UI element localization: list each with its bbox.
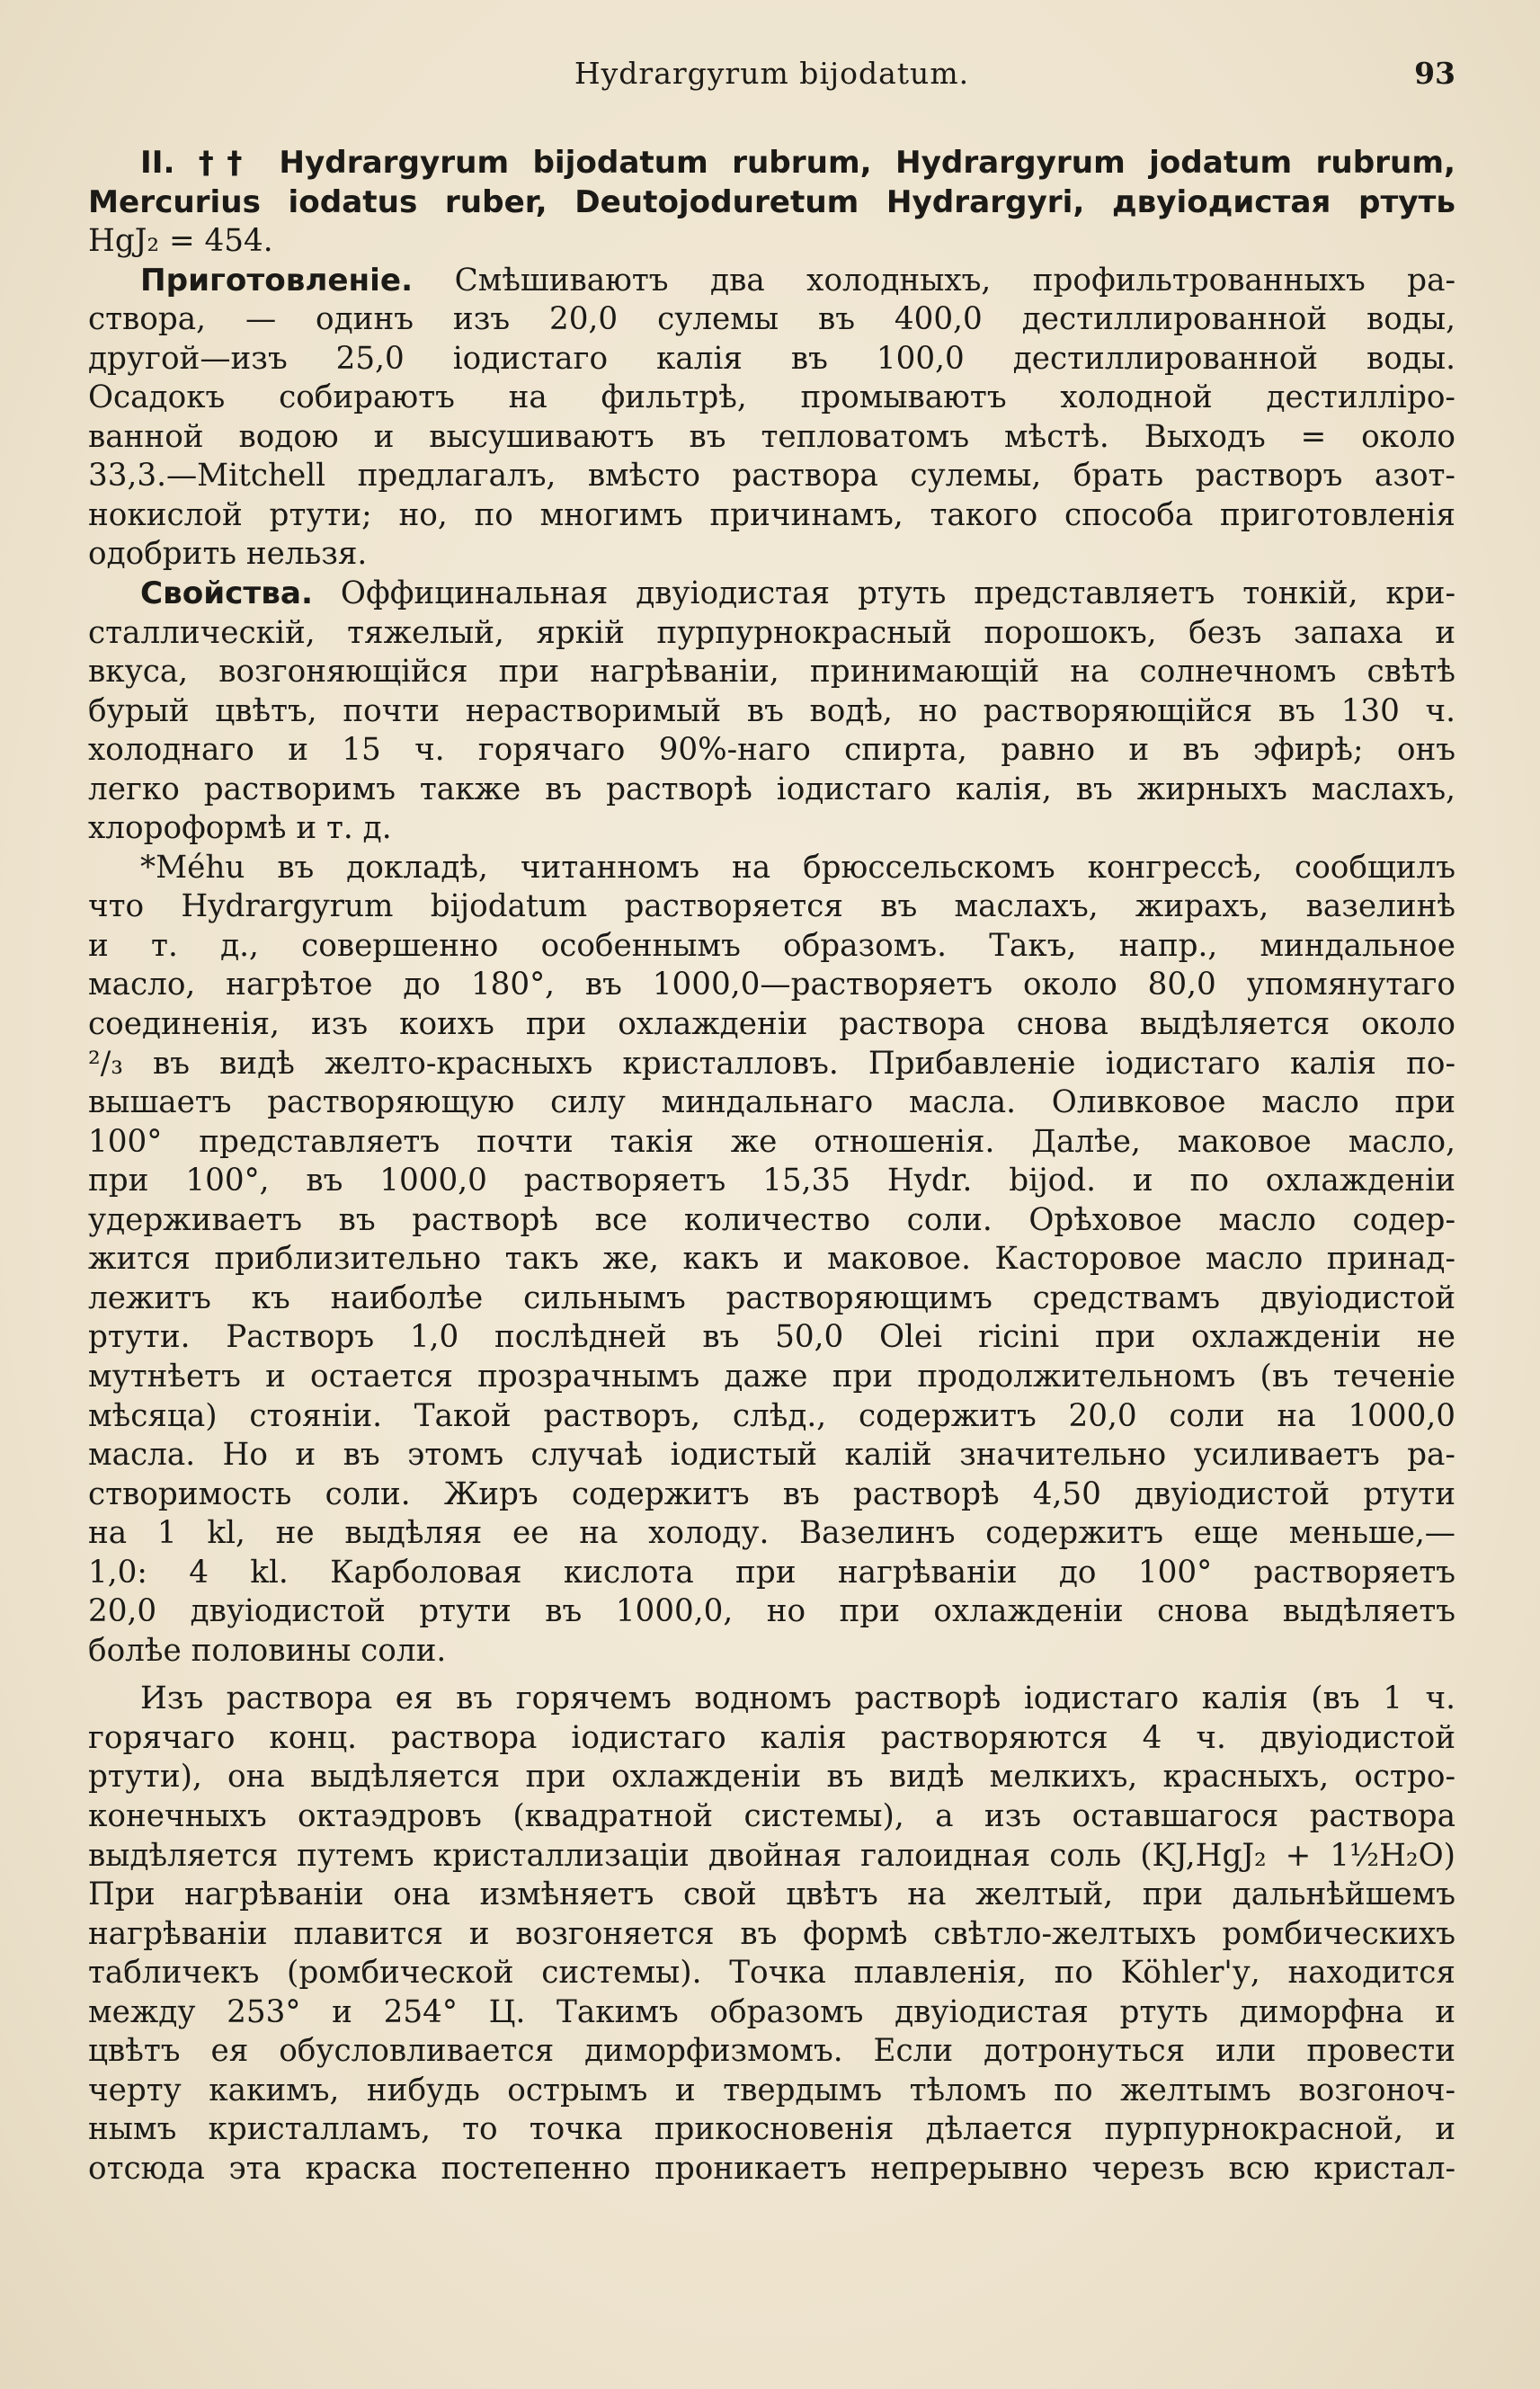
crystal-line: между 253° и 254° Ц. Такимъ образомъ двуіодистая ртуть диморфна и	[88, 1993, 1455, 2030]
crystal-line: нагрѣваніи плавится и возгоняется въ формѣ свѣтло-желтыхъ ромбическихъ	[88, 1915, 1455, 1952]
mehu-line: жится приблизительно такъ же, какъ и маковое. Касторовое масло принад-	[88, 1241, 1455, 1278]
mehu-line: лежитъ къ наиболѣе сильнымъ растворяющимъ средствамъ двуіодистой	[88, 1279, 1455, 1316]
preparation-text: Смѣшиваютъ два холодныхъ, профильтрованныхъ ра-	[454, 262, 1455, 299]
mehu-line: 20,0 двуіодистой ртути въ 1000,0, но при охлажденіи снова выдѣляетъ	[88, 1593, 1455, 1630]
mehu-line: 1,0: 4 kl. Карболовая кислота при нагрѣваніи до 100° растворяетъ	[88, 1554, 1455, 1591]
properties-line: вкуса, возгоняющійся при нагрѣваніи, принимающій на солнечномъ свѣтѣ	[88, 654, 1455, 691]
crystal-line: отсюда эта краска постепенно проникаетъ непрерывно черезъ всю кристал-	[88, 2150, 1455, 2187]
properties-line: легко растворимъ также въ растворѣ іодистаго калія, въ жирныхъ маслахъ,	[88, 771, 1455, 807]
preparation-line: ванной водою и высушиваютъ въ тепловатомъ мѣстѣ. Выходъ = около	[88, 418, 1455, 455]
mehu-line: при 100°, въ 1000,0 растворяетъ 15,35 Hydr. bijod. и по охлажденіи	[88, 1163, 1455, 1199]
crystal-line: При нагрѣваніи она измѣняетъ свой цвѣтъ на желтый, при дальнѣйшемъ	[88, 1876, 1455, 1913]
crystal-line: выдѣляется путемъ кристаллизаціи двойная галоидная соль (KJ,HgJ₂ + 1½H₂O)	[88, 1837, 1455, 1874]
properties-line: сталлическій, тяжелый, яркій пурпурнокрасный порошокъ, безъ запаха и	[88, 614, 1455, 651]
crystal-line: цвѣтъ ея обусловливается диморфизмомъ. Если дотронуться или провести	[88, 2033, 1455, 2070]
preparation-line: нокислой ртути; но, по многимъ причинамъ, такого способа приготовленія	[88, 496, 1455, 533]
mehu-line: мѣсяца) стояніи. Такой растворъ, слѣд., содержитъ 20,0 соли на 1000,0	[88, 1397, 1455, 1434]
crystal-line: нымъ кристалламъ, то точка прикосновенія дѣлается пурпурнокрасной, и	[88, 2111, 1455, 2148]
preparation-line: одобрить нельзя.	[88, 536, 368, 573]
properties-line	[88, 575, 1455, 614]
heading-line: Mercurius iodatus ruber, Deutojoduretum Hydrargyri, двуіодистая ртуть	[88, 183, 1455, 220]
paragraph-gap	[88, 1671, 1455, 1680]
properties-text: Оффицинальная двуіодистая ртуть представляетъ тонкій, кри-	[340, 575, 1455, 612]
running-head	[88, 56, 1455, 110]
mehu-line: соединенія, изъ коихъ при охлажденіи раствора снова выдѣляется около	[88, 1006, 1455, 1043]
mehu-line: масло, нагрѣтое до 180°, въ 1000,0—растворяетъ около 80,0 упомянутаго	[88, 967, 1455, 1003]
preparation-line: створа, — одинъ изъ 20,0 сулемы въ 400,0 дестиллированной воды,	[88, 301, 1455, 338]
mehu-line: масла. Но и въ этомъ случаѣ іодистый калій значительно усиливаетъ ра-	[88, 1437, 1455, 1474]
mehu-line: створимость соли. Жиръ содержитъ въ растворѣ 4,50 двуіодистой ртути	[88, 1475, 1455, 1512]
mehu-line: болѣе половины соли.	[88, 1632, 447, 1669]
preparation-line: другой—изъ 25,0 іодистаго калія въ 100,0 дестиллированной воды.	[88, 340, 1455, 377]
running-title: Hydrargyrum bijodatum.	[574, 56, 970, 91]
mehu-line: что Hydrargyrum bijodatum растворяется въ маслахъ, жирахъ, вазелинѣ	[88, 888, 1455, 925]
mehu-line: мутнѣетъ и остается прозрачнымъ даже при продолжительномъ (въ теченіе	[88, 1358, 1455, 1395]
page-number: 93	[1414, 56, 1455, 91]
mehu-line: удерживаетъ въ растворѣ все количество соли. Орѣховое масло содер-	[88, 1201, 1455, 1238]
mehu-line: 100° представляетъ почти такія же отношенія. Далѣе, маковое масло,	[88, 1123, 1455, 1160]
crystal-line: горячаго конц. раствора іодистаго калія растворяются 4 ч. двуіодистой	[88, 1719, 1455, 1756]
heading-line: II. †† Hydrargyrum bijodatum rubrum, Hydrargyrum jodatum rubrum,	[140, 145, 1455, 181]
preparation-label: Приготовленіе.	[140, 262, 414, 299]
properties-line: бурый цвѣтъ, почти нерастворимый въ водѣ, но растворяющійся въ 130 ч.	[88, 692, 1455, 729]
properties-label: Свойства.	[140, 575, 313, 612]
crystal-line: ртути), она выдѣляется при охлажденіи въ видѣ мелкихъ, красныхъ, остро-	[88, 1759, 1455, 1796]
preparation-line	[88, 262, 1455, 301]
crystal-line: конечныхъ октаэдровъ (квадратной системы), а изъ оставшагося раствора	[88, 1797, 1455, 1834]
crystal-line: Изъ раствора ея въ горячемъ водномъ растворѣ іодистаго калія (въ 1 ч.	[140, 1680, 1455, 1717]
heading-line: HgJ₂ = 454.	[88, 223, 273, 260]
mehu-line: и т. д., совершенно особеннымъ образомъ. Такъ, напр., миндальное	[88, 927, 1455, 964]
mehu-line: на 1 kl, не выдѣляя ее на холоду. Вазелинъ содержитъ еще меньше,—	[88, 1515, 1455, 1552]
mehu-line: вышаетъ растворяющую силу миндальнаго масла. Оливковое масло при	[88, 1084, 1455, 1121]
mehu-line: ртути. Растворъ 1,0 послѣдней въ 50,0 Olei ricini при охлажденіи не	[88, 1319, 1455, 1356]
crystal-line: черту какимъ, нибудь острымъ и твердымъ тѣломъ по желтымъ возгоноч-	[88, 2072, 1455, 2108]
page-body	[88, 144, 1455, 2188]
properties-line: холоднаго и 15 ч. горячаго 90%-наго спирта, равно и въ эфирѣ; онъ	[88, 732, 1455, 769]
mehu-line: ²/₃ въ видѣ желто-красныхъ кристалловъ. Прибавленіе іодистаго калія по-	[88, 1045, 1455, 1082]
properties-line: хлороформѣ и т. д.	[88, 810, 392, 847]
preparation-line: Осадокъ собираютъ на фильтрѣ, промываютъ холодной дестилліро-	[88, 379, 1455, 416]
mehu-line: *Méhu въ докладѣ, читанномъ на брюссельскомъ конгрессѣ, сообщилъ	[140, 849, 1455, 886]
crystal-line: табличекъ (ромбической системы). Точка плавленія, по Köhler'у, находится	[88, 1955, 1455, 1992]
preparation-line: 33,3.—Mitchell предлагалъ, вмѣсто раствора сулемы, брать растворъ азот-	[88, 458, 1455, 495]
